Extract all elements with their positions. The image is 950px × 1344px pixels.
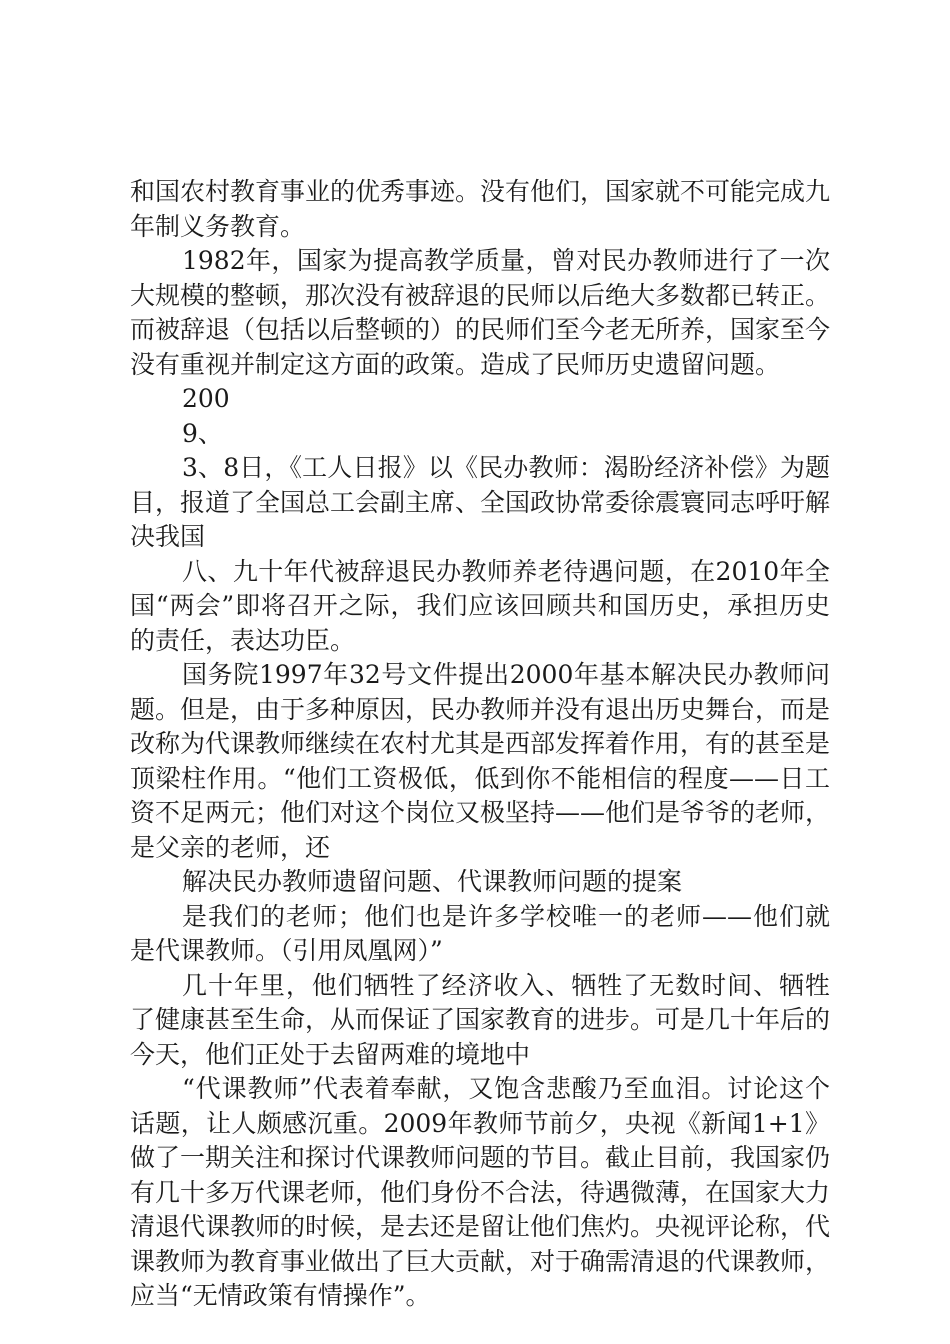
paragraph-dismissed-teachers-pension: 八、九十年代被辞退民办教师养老待遇问题，在2010年全国“两会”即将召开之际，我们应该回顾共和国历史，承担历史的责任，表达功臣。	[130, 556, 830, 655]
paragraph-1982-rectification: 1982年，国家为提高教学质量，曾对民办教师进行了一次大规模的整顿，那次没有被辞退的民师以后绝大多数都已转正。而被辞退（包括以后整顿的）的民师们至今老无所养，国家至今没有重视并制定这方面的政策。造成了民师历史遗留问题。	[130, 246, 831, 379]
paragraph-continuation: 和国农村教育事业的优秀事迹。没有他们，国家就不可能完成九年制义务教育。	[130, 177, 831, 241]
paragraph-substitute-teachers-quote: 是我们的老师；他们也是许多学校唯一的老师——他们就是代课教师。（引用凤凰网）”	[130, 901, 830, 965]
paragraph-proposal-heading: 解决民办教师遗留问题、代课教师问题的提案	[182, 867, 683, 896]
paragraph-sacrifice: 几十年里，他们牺牲了经济收入、牺牲了无数时间、牺牲了健康甚至生命，从而保证了国家教育的进步。可是几十年后的今天，他们正处于去留两难的境地中	[130, 970, 831, 1069]
paragraph-cctv-commentary: “代课教师”代表着奉献，又饱含悲酸乃至血泪。讨论这个话题，让人颇感沉重。2009年教师节前夕，央视《新闻1+1》做了一期关注和探讨代课教师问题的节目。截止目前，我国家仍有几十多万代课老师，他们身份不合法，待遇微薄，在国家大力清退代课教师的时候，是去还是留让他们焦灼。央视评论称，代课教师为教育事业做出了巨大贡献，对于确需清退的代课教师，应当“无情政策有情操作”。	[130, 1074, 831, 1310]
paragraph-state-council-document: 国务院1997年32号文件提出2000年基本解决民办教师问题。但是，由于多种原因，民办教师并没有退出历史舞台，而是改称为代课教师继续在农村尤其是西部发挥着作用，有的甚至是顶梁柱作用。“他们工资极低，低到你不能相信的程度——日工资不足两元；他们对这个岗位又极坚持——他们是爷爷的老师，是父亲的老师，还	[130, 660, 831, 862]
paragraph-year-fragment: 200	[182, 384, 230, 413]
document-body	[130, 175, 830, 1314]
paragraph-workers-daily-report: 3、8日，《工人日报》以《民办教师：渴盼经济补偿》为题目，报道了全国总工会副主席、全国政协常委徐震寰同志呼吁解决我国	[130, 453, 831, 551]
paragraph-month-fragment: 9、	[182, 418, 223, 448]
